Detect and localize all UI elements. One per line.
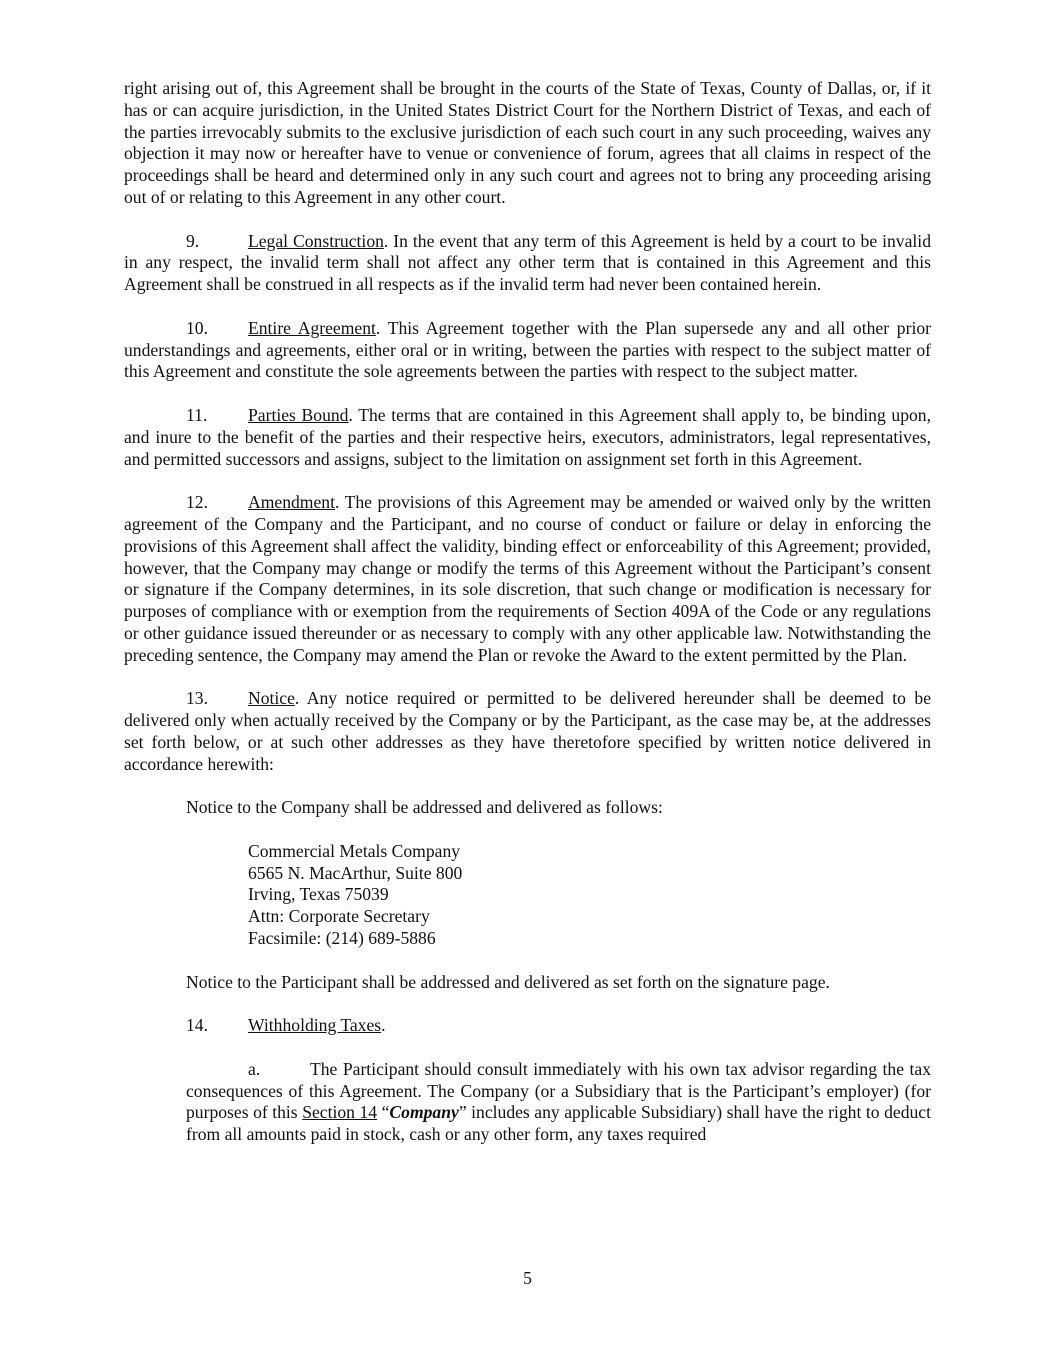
subsection-text: “ [377,1102,390,1123]
document-page [124,78,931,1146]
section-number: 9. [186,230,200,251]
section-heading: Withholding Taxes [248,1015,382,1036]
continuation-paragraph: right arising out of, this Agreement shall be brought in the courts of the State of Texas, County of Dallas, or, if it has or can acquire jurisdiction, in the United States District Court for the Northern District of Texas, and each of the parties irrevocably submits to the exclusive jurisdiction of each such court in any such proceeding, waives any objection it may now or hereafter have to venue or convenience of forum, agrees that all claims in respect of the proceedings shall be heard and determined only in any such court and agrees not to bring any proceeding arising out of or relating to this Agreement in any other court. [124,78,931,207]
address-line: Commercial Metals Company [248,840,461,861]
section-number: 12. [186,492,208,513]
subsection-text: The Participant should consult immediately with his own tax advisor regarding the tax consequences of this Agreement. The Company (or a Subsidiary that is the Participant’s employer) (for purposes of this [186,1058,931,1123]
section-13-paragraph [124,688,931,775]
subsection-a-paragraph [186,1059,931,1146]
section-heading-end: . [381,1015,386,1036]
section-number: 13. [186,688,208,709]
section-body: . The provisions of this Agreement may be amended or waived only by the written agreement of the Company and the Participant, and no course of conduct or failure or delay in enforcing the provisions of this Agreement shall affect the validity, binding effect or enforceability of this Agreement; provided, however, that the Company may change or modify the terms of this Agreement without the Participant’s consent or signature if the Company determines, in its sole discretion, that such change or modification is necessary for purposes of compliance with or exemption from the requirements of Section 409A of the Code or any regulations or other guidance issued thereunder or as necessary to comply with any other applicable law. Notwithstanding the preceding sentence, the Company may amend the Plan or revoke the Award to the extent permitted by the Plan. [124,492,931,665]
section-12-paragraph [124,492,931,666]
section-heading: Parties Bound [248,404,349,425]
section-heading: Amendment [248,492,335,513]
address-line: 6565 N. MacArthur, Suite 800 [248,862,463,883]
section-heading: Legal Construction [248,230,384,251]
section-number: 14. [186,1015,208,1036]
page-number: 5 [523,1268,532,1288]
section-heading: Notice [248,688,295,709]
section-body: . In the event that any term of this Agreement is held by a court to be invalid in any respect, the invalid term shall not affect any other term that is contained in this Agreement and this Agreement shall be construed in all respects as if the invalid term had never been contained herein. [124,230,931,295]
section-number: 10. [186,317,208,338]
section-reference: Section 14 [302,1102,378,1123]
section-body: . Any notice required or permitted to be delivered hereunder shall be deemed to be delivered only when actually received by the Company or by the Participant, as the case may be, at the addresses set forth below, or at such other addresses as they have theretofore specified by written notice delivered in accordance herewith: [124,688,931,774]
section-9-paragraph [124,231,931,296]
defined-term: Company [389,1102,459,1123]
section-11-paragraph [124,405,931,470]
section-number: 11. [186,404,208,425]
address-line: Attn: Corporate Secretary [248,906,430,927]
subsection-label: a. [248,1058,261,1079]
section-10-paragraph [124,318,931,383]
notice-company-intro: Notice to the Company shall be addressed and delivered as follows: [186,797,663,818]
address-line: Irving, Texas 75039 [248,884,389,905]
notice-participant: Notice to the Participant shall be addressed and delivered as set forth on the signature page. [186,971,830,992]
address-line: Facsimile: (214) 689-5886 [248,928,436,949]
section-heading: Entire Agreement [248,317,376,338]
subsection-text: ” includes any applicable Subsidiary) shall have the right to deduct from all amounts paid in stock, cash or any other form, any taxes required [186,1102,931,1145]
section-body: . The terms that are contained in this Agreement shall apply to, be binding upon, and inure to the benefit of the parties and their respective heirs, executors, administrators, legal representatives, and permitted successors and assigns, subject to the limitation on assignment set forth in this Agreement. [124,404,931,469]
section-body: . This Agreement together with the Plan supersede any and all other prior understandings and agreements, either oral or in writing, between the parties with respect to the subject matter of this Agreement and constitute the sole agreements between the parties with respect to the subject matter. [124,317,931,382]
company-address-block [248,841,931,950]
section-14-heading-line [186,1015,931,1037]
